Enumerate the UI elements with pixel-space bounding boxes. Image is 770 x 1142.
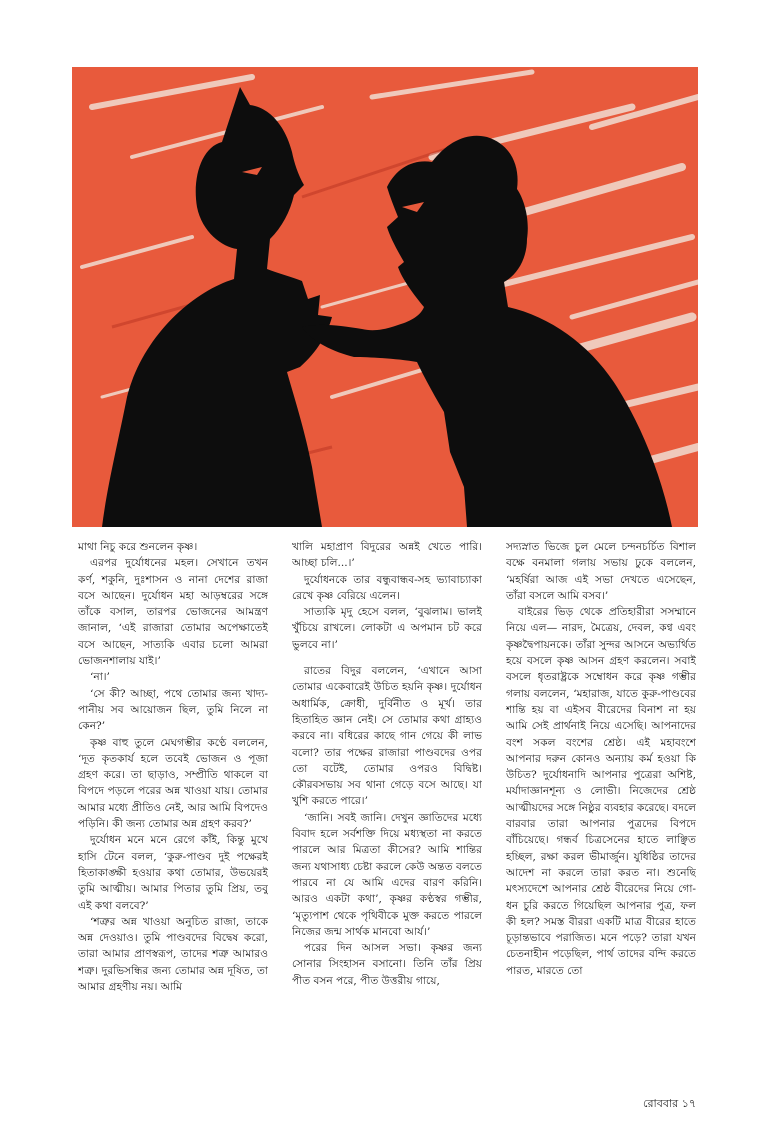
text-column-3 xyxy=(506,539,696,1084)
paragraph: কৃষ্ণ বাহু তুলে মেঘগম্ভীর কণ্ঠে বললেন, ‘দূত কৃতকার্য হলে তবেই ভোজন ও পূজা গ্রহণ করে। তা ছাড়াও, সম্প্রীতি থাকলে বা বিপদে পড়লে পরের অন্ন খাওয়া যায়। তোমার আমার মধ্যে প্রীতিও নেই, আর আমি বিপদেও পড়িনি। কী জন্য তোমার অন্ন গ্রহণ করব?’ xyxy=(78,736,268,831)
paragraph: বাইরের ভিড় থেকে প্রতিহারীরা সসম্মানে নিয়ে এল— নারদ, মৈত্রেয়, দেবল, কণ্ব এবং কৃষ্ণদ্বৈপায়নকে। তাঁরা সুন্দর আসনে অভ্যর্থিত হয়ে বসলে কৃষ্ণ আসন গ্রহণ করলেন। সবাই বসলে ধৃতরাষ্ট্রকে সম্বোধন করে কৃষ্ণ গম্ভীর গলায় বললেন, ‘মহারাজ, যাতে কুরু-পাণ্ডবের শান্তি হয় বা এইসব বীরেদের বিনাশ না হয় আমি সেই প্রার্থনাই নিয়ে এসেছি। আপনাদের বংশ সকল বংশের শ্রেষ্ঠ। এই মহাবংশে আপনার দরুন কোনও অন্যায় কর্ম হওয়া কি উচিত? দুর্যোধনাদি আপনার পুত্রেরা অশিষ্ট, মর্যাদাজ্ঞানশূন্য ও লোভী। নিজেদের শ্রেষ্ঠ আত্মীয়দের সঙ্গে নিষ্ঠুর ব্যবহার করেছে। বদলে বারবার তারা আপনার পুত্রদের বিপদে বাঁচিয়েছে। গন্ধর্ব চিত্রসেনের হাতে লাঞ্ছিত হচ্ছিল, রক্ষা করল ভীমার্জুন। যুধিষ্ঠির তাদের আদেশ না করলে তারা করত না। শুনেছি মৎস্যদেশে আপনার শ্রেষ্ঠ বীরেদের নিয়ে গো-ধন চুরি করতে গিয়েছিল আপনার পুত্র, ফল কী হল? সমস্ত বীররা একটি মাত্র বীরের হাতে চূড়ান্তভাবে পরাজিত। মনে পড়ে? তারা যখন চেতনাহীন পড়েছিল, পার্থ তাদের বন্দি করতে পারত, মারতে তো xyxy=(506,606,696,977)
paragraph: রাতের বিদুর বললেন, ‘এখানে আসা তোমার একেবারেই উচিত হয়নি কৃষ্ণ। দুর্যোধন অধার্মিক, ক্রোধী, দুর্বিনীত ও মূর্খ। তার হিতাহিত জ্ঞান নেই। সে তোমার কথা গ্রাহ্যও করবে না। বধিরের কাছে গান গেয়ে কী লাভ বলো? তার পক্ষের রাজারা পাণ্ডবদের ওপর তো বটেই, তোমার ওপরও বিদ্বিষ্ট। কৌরবসভায় সব থানা গেড়ে বসে আছে। যা খুশি করতে পারে।’ xyxy=(292,665,482,808)
paragraph: খালি মহাপ্রাণ বিদুরের অন্নই খেতে পারি। আচ্ছা চলি...।’ xyxy=(292,541,482,570)
illustration xyxy=(72,67,698,527)
paragraph: দুর্যোধন মনে মনে রেগে কাঁই, কিন্তু মুখে হাসি টেনে বলল, ‘কুরু-পাণ্ডব দুই পক্ষেরই হিতাকাঙ্ক্ষী হওয়ার কথা তোমার, উভয়েরই তুমি আত্মীয়। আমার পিতার তুমি প্রিয়, তবু এই কথা বলবে?’ xyxy=(78,834,268,912)
paragraph: সদ্যস্নাত ভিজে চুল মেলে চন্দনচর্চিত বিশাল বক্ষে বনমালা গলায় সভায় ঢুকে বললেন, ‘মহর্ষিরা আজ এই সভা দেখতে এসেছেন, তাঁরা বসলে আমি বসব।’ xyxy=(506,541,696,602)
paragraph: এরপর দুর্যোধনের মহল। সেখানে তখন কর্ণ, শকুনি, দুঃশাসন ও নানা দেশের রাজা বসে আছেন। দুর্যোধন মহা আড়ম্বরের সঙ্গে তাঁকে বসাল, তারপর ভোজনের আমন্ত্রণ জানাল, ‘এই রাজারা তোমার অপেক্ষাতেই বসে আছেন, সাত্যকি এবার চলো আমরা ভোজনশালায় যাই।’ xyxy=(78,557,268,668)
text-column-2 xyxy=(292,539,482,1084)
text-column-1 xyxy=(78,539,268,1084)
paragraph: পরের দিন আসল সভা। কৃষ্ণর জন্য সোনার সিংহাসন বসানো। তিনি তাঁর প্রিয় পীত বসন পরে, পীত উত্তরীয় গায়ে, xyxy=(292,942,482,987)
paragraph: ‘না।’ xyxy=(90,671,110,684)
paragraph: ‘সে কী? আচ্ছা, পথে তোমার জন্য খাদ্য-পানীয় সব আয়োজন ছিল, তুমি নিলে না কেন?’ xyxy=(78,687,268,733)
page-footer: রোববার ১৭ xyxy=(643,1097,696,1110)
paragraph: সাত্যকি মৃদু হেসে বলল, ‘বুঝলাম। ভালই খুঁচিয়ে রাখলে। লোকটা এ অপমান চট করে ভুলবে না।’ xyxy=(292,606,482,651)
article-body xyxy=(78,539,696,1084)
paragraph: ‘জানি। সবই জানি। দেখুন জ্ঞাতিদের মধ্যে বিবাদ হলে সর্বশক্তি দিয়ে মধ্যস্থতা না করতে পারলে আর মিত্রতা কীসের? আমি শান্তির জন্য যথাসাধ্য চেষ্টা করলে কেউ অন্তত বলতে পারবে না যে আমি এদের বারণ করিনি। আরও একটা কথা’, কৃষ্ণর কণ্ঠস্বর গম্ভীর, ‘মৃত্যুপাশ থেকে পৃথিবীকে মুক্ত করতে পারলে নিজের জন্ম সার্থক মানবো আর্য।’ xyxy=(292,811,482,938)
silhouette-painting xyxy=(72,67,698,527)
paragraph: ‘শত্রুর অন্ন খাওয়া অনুচিত রাজা, তাকে অন্ন দেওয়াও। তুমি পাণ্ডবদের বিদ্বেষ করো, তারা আমার প্রাণস্বরূপ, তাদের শত্রু আমারও শত্রু। দুরভিসন্ধির জন্য তোমার অন্ন দূষিত, তা আমার গ্রহণীয় নয়। আমি xyxy=(78,915,268,994)
paragraph: মাথা নিচু করে শুনলেন কৃষ্ণ। xyxy=(78,541,198,553)
paragraph: দুর্যোধনকে তার বন্ধুবান্ধব-সহ ভ্যাবাচ্যাকা রেখে কৃষ্ণ বেরিয়ে এলেন। xyxy=(292,573,482,602)
